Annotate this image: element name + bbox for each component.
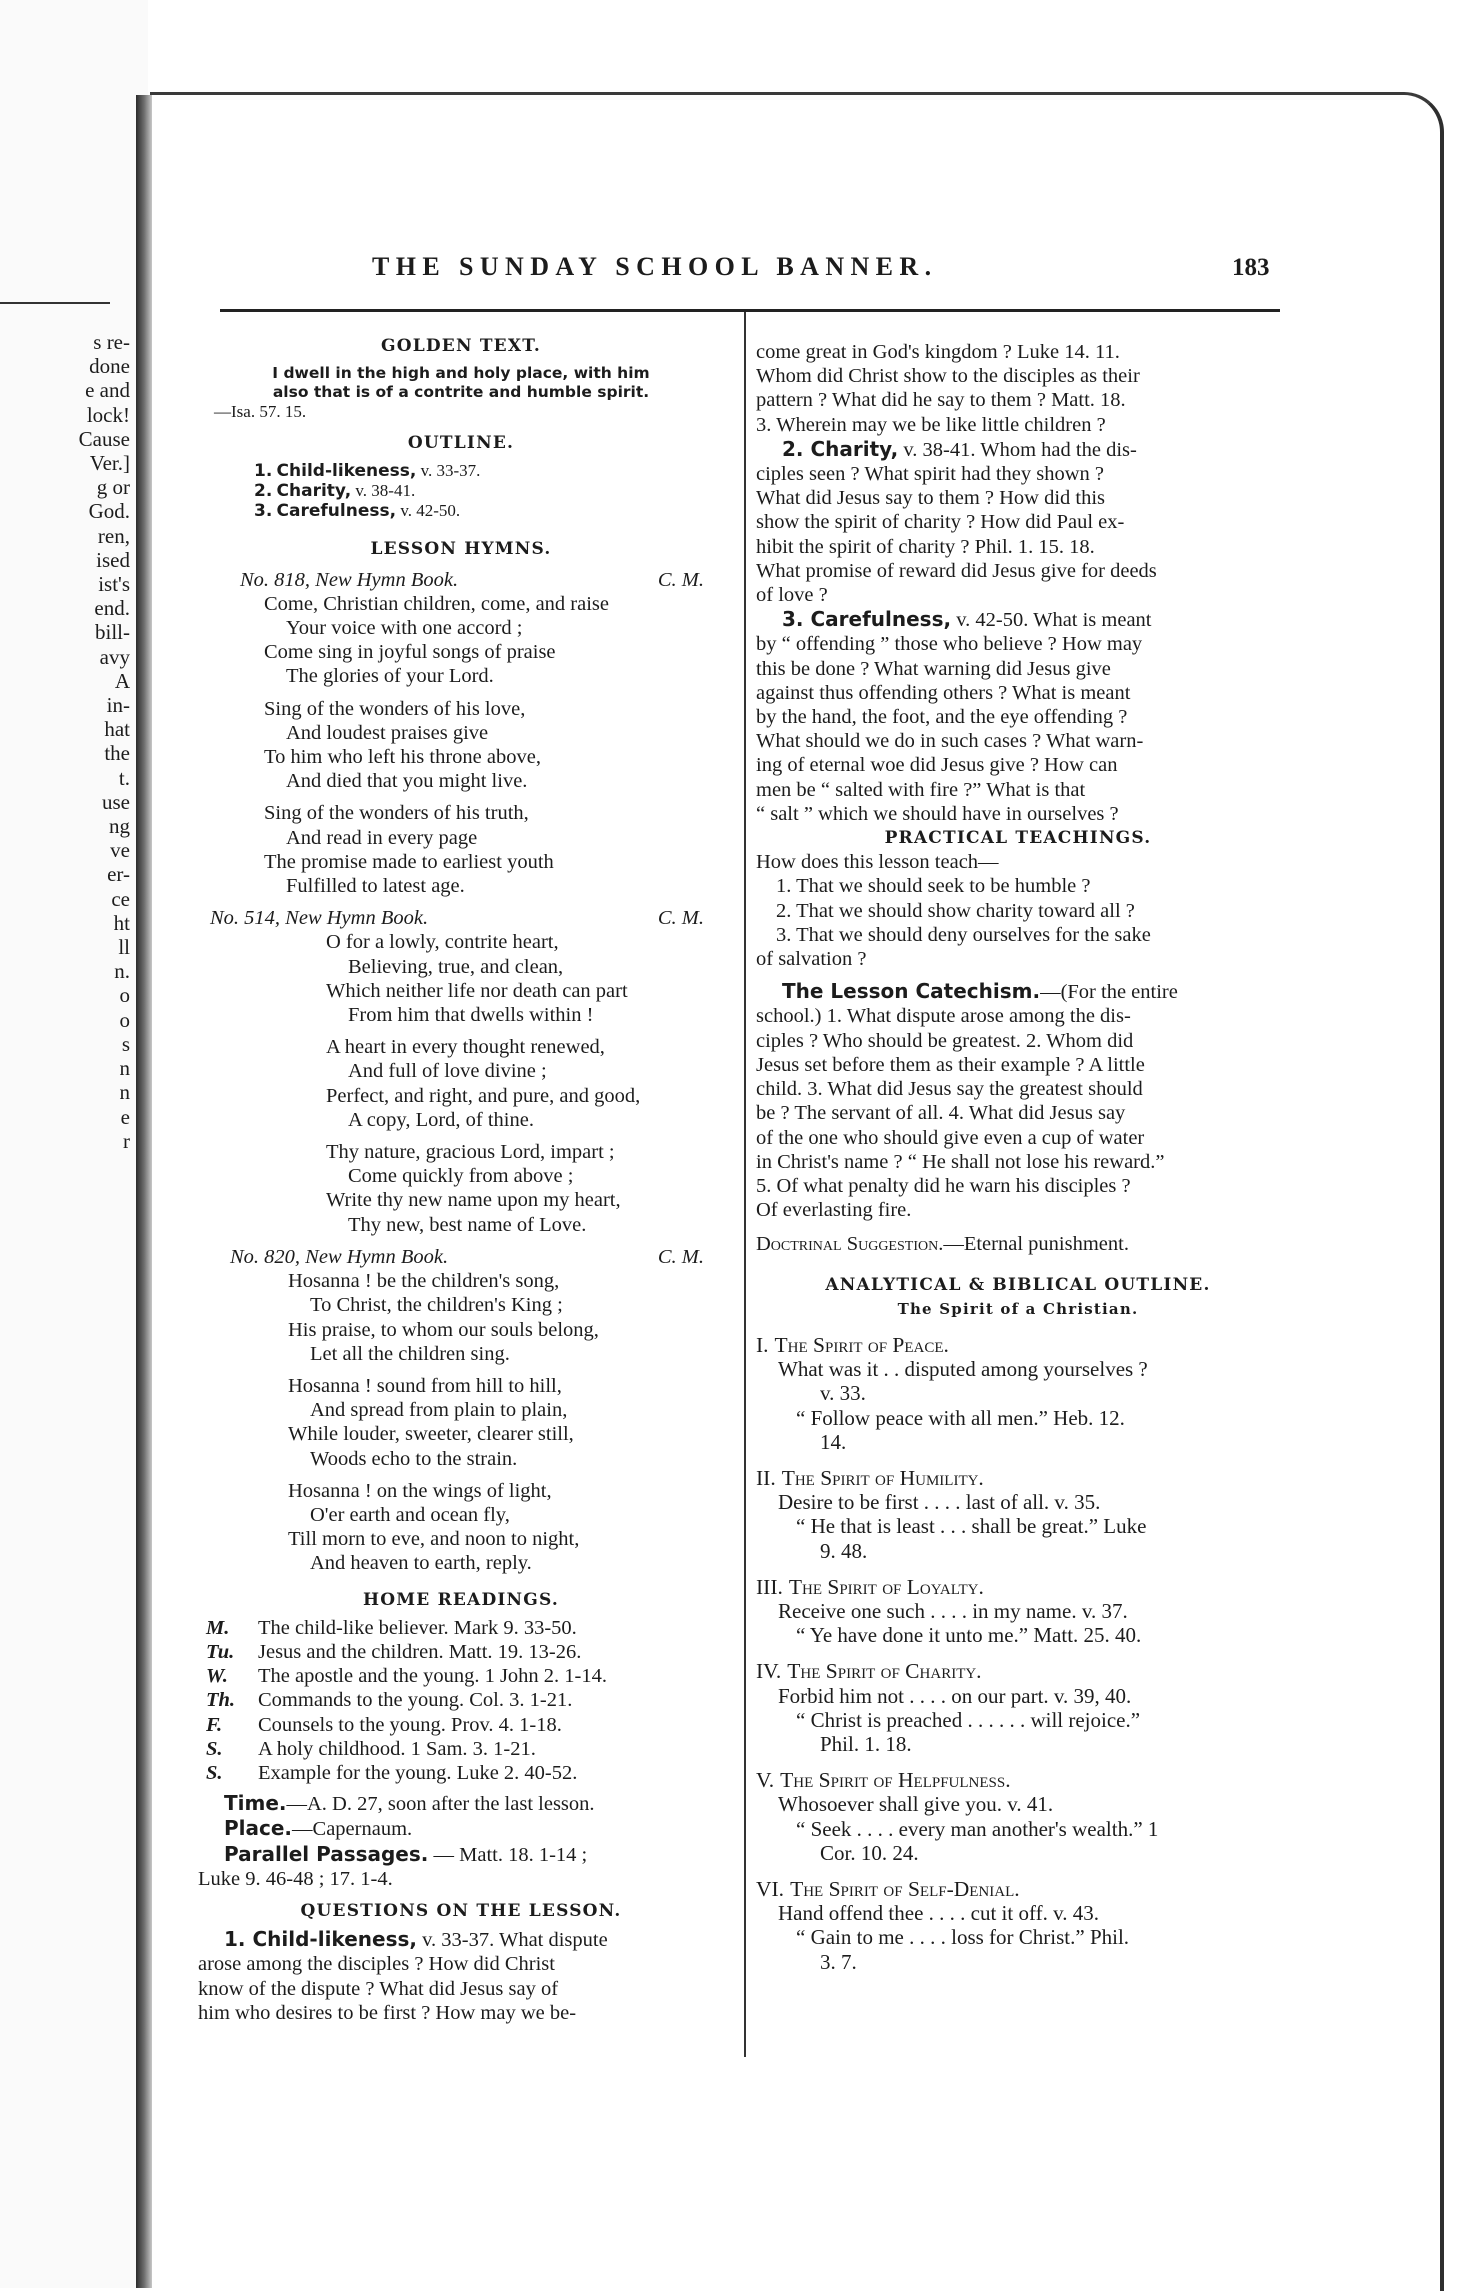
- hymn-line: Come quickly from above ;: [348, 1165, 574, 1188]
- reading-text: Counsels to the young. Prov. 4. 1-18.: [258, 1713, 562, 1736]
- adjacent-page-fragment: ised: [96, 547, 130, 572]
- hymn-line: Fulfilled to latest age.: [286, 875, 465, 898]
- section-line: Receive one such . . . . in my name. v. 37.: [778, 1598, 1128, 1623]
- hymn-list: [198, 568, 724, 1584]
- golden-text-heading: GOLDEN TEXT.: [380, 336, 541, 356]
- section-line: “ Christ is preached . . . . . . will rejoice.”: [796, 1707, 1141, 1732]
- hymn-line: Come sing in joyful songs of praise: [264, 641, 556, 664]
- section-line: Cor. 10. 24.: [820, 1840, 919, 1865]
- hymn-line: While louder, sweeter, clearer still,: [288, 1423, 574, 1446]
- section-line: 3. 7.: [820, 1949, 857, 1974]
- outline-section-title: [756, 1333, 1280, 1357]
- section-title: The Spirit of Peace.: [774, 1332, 949, 1357]
- catechism-line: The Lesson Catechism.—(For the entire: [782, 979, 1178, 1004]
- hymn-line: Thy new, best name of Love.: [348, 1213, 587, 1236]
- hymn-line: To Christ, the children's King ;: [310, 1294, 563, 1317]
- section-line: “ Seek . . . . every man another's wealth.” 1: [796, 1816, 1159, 1841]
- hymn-line: Hosanna ! on the wings of light,: [288, 1479, 552, 1502]
- adjacent-page-fragment: in-: [106, 693, 130, 718]
- practical-item-tail: of salvation ?: [756, 948, 867, 971]
- reading-text: A holy childhood. 1 Sam. 3. 1-21.: [258, 1737, 536, 1760]
- section-gap: [756, 1756, 1280, 1768]
- column-divider: [744, 312, 746, 2057]
- section-line: Phil. 1. 18.: [820, 1731, 912, 1756]
- hymn-line: And spread from plain to plain,: [310, 1399, 568, 1422]
- stanza-gap: [198, 898, 724, 906]
- hymn-number: No. 820, New Hymn Book.: [230, 1245, 449, 1268]
- hymn-line: A copy, Lord, of thine.: [348, 1108, 534, 1131]
- adjacent-page-fragment: o: [119, 983, 130, 1008]
- practical-intro: How does this lesson teach—: [756, 851, 999, 874]
- adjacent-page-fragment: n: [119, 1080, 130, 1105]
- hymn-line: Your voice with one accord ;: [286, 617, 523, 640]
- page-number: 183: [1232, 254, 1270, 281]
- adjacent-page-fragment: bill-: [95, 620, 130, 645]
- reading-day: Th.: [206, 1689, 236, 1712]
- reading-text: The child-like believer. Mark 9. 33-50.: [258, 1616, 577, 1639]
- question-1-line: him who desires to be first ? How may we be-: [198, 2001, 577, 2024]
- practical-item: 3. That we should deny ourselves for the sake: [776, 923, 1151, 946]
- section-title: The Spirit of Helpfulness.: [780, 1768, 1011, 1793]
- question-2-line: show the spirit of charity ? How did Paul ex-: [756, 511, 1125, 534]
- adjacent-page-fragment: ist's: [98, 572, 130, 597]
- hymn-line: The promise made to earliest youth: [264, 850, 554, 873]
- section-line: Whosoever shall give you. v. 41.: [778, 1792, 1054, 1817]
- home-reading-row: [198, 1761, 724, 1785]
- section-title: The Spirit of Loyalty.: [788, 1574, 984, 1599]
- hymn-line: Till morn to eve, and noon to night,: [288, 1528, 580, 1551]
- running-title: THE SUNDAY SCHOOL BANNER.: [372, 252, 938, 281]
- question-3-line: this be done ? What warning did Jesus give: [756, 657, 1111, 680]
- adjacent-page-fragment: r: [123, 1128, 130, 1153]
- hymn-reference: [198, 1245, 724, 1269]
- analytical-outline-sections: [756, 1321, 1280, 1974]
- hymn-line: A heart in every thought renewed,: [326, 1036, 605, 1059]
- hymn-line: Come, Christian children, come, and raise: [264, 592, 609, 615]
- hymn-meter: C. M.: [657, 568, 704, 591]
- left-column: [198, 334, 724, 2025]
- adjacent-page-fragment: e and: [85, 378, 130, 403]
- adjacent-page-fragment: ll: [118, 935, 130, 960]
- stanza-gap: [198, 1366, 724, 1374]
- outline-item: 3. Carefulness, v. 42-50.: [254, 501, 461, 522]
- outline-section-title: [756, 1768, 1280, 1792]
- reading-day: Tu.: [206, 1640, 235, 1663]
- adjacent-page-fragment: ren,: [97, 523, 130, 548]
- section-line: “ He that is least . . . shall be great.” Luke: [796, 1514, 1147, 1539]
- section-number: V.: [756, 1768, 775, 1793]
- adjacent-page-fragment: s re-: [93, 330, 130, 354]
- adjacent-page-fragment: end.: [94, 596, 130, 621]
- hymn-reference: [198, 906, 724, 930]
- stanza-gap: [198, 689, 724, 697]
- section-line: “ Follow peace with all men.” Heb. 12.: [796, 1405, 1125, 1430]
- section-line: Forbid him not . . . . on our part. v. 39, 40.: [778, 1683, 1132, 1708]
- catechism-line: Of everlasting fire.: [756, 1199, 912, 1222]
- section-gap: [756, 1321, 1280, 1333]
- analytical-outline-heading: ANALYTICAL & BIBLICAL OUTLINE.: [825, 1274, 1211, 1295]
- stanza-gap: [198, 1237, 724, 1245]
- reading-text: Commands to the young. Col. 3. 1-21.: [258, 1689, 573, 1712]
- analytical-outline-subheading: The Spirit of a Christian.: [897, 1299, 1139, 1318]
- stanza-gap: [198, 1027, 724, 1035]
- adjacent-page-fragment: e: [120, 1104, 130, 1129]
- adjacent-page-fragment: the: [104, 741, 130, 766]
- reading-day: W.: [206, 1665, 228, 1688]
- question-3-line: by the hand, the foot, and the eye offending ?: [756, 706, 1128, 729]
- adjacent-page-text-fragments: [0, 330, 140, 1153]
- hymn-meter: C. M.: [657, 907, 704, 930]
- question-1-cont-line: come great in God's kingdom ? Luke 14. 11.: [756, 341, 1120, 363]
- catechism-line: school.) 1. What dispute arose among the dis-: [756, 1005, 1131, 1028]
- question-2-line: of love ?: [756, 584, 828, 607]
- question-1-cont-line: Whom did Christ show to the disciples as their: [756, 365, 1140, 388]
- question-1-line: 1. Child-likeness, v. 33-37. What dispute: [224, 1927, 608, 1952]
- hymn-line: And read in every page: [286, 826, 478, 849]
- outline-heading: OUTLINE.: [407, 433, 515, 454]
- hymn-line: And heaven to earth, reply.: [310, 1552, 532, 1575]
- reading-day: F.: [206, 1713, 223, 1736]
- section-line: v. 33.: [820, 1381, 866, 1406]
- hymn-line: Sing of the wonders of his truth,: [264, 802, 529, 825]
- hymn-number: No. 818, New Hymn Book.: [240, 568, 459, 591]
- adjacent-page-fragment: ht: [113, 910, 130, 935]
- section-gap: [756, 1454, 1280, 1466]
- section-number: III.: [756, 1574, 783, 1599]
- question-1-line: arose among the disciples ? How did Christ: [198, 1953, 555, 1976]
- golden-text-line: also that is of a contrite and humble spirit.: [272, 383, 650, 402]
- questions-heading: QUESTIONS ON THE LESSON.: [300, 1900, 622, 1921]
- hymn-line: And loudest praises give: [286, 721, 489, 744]
- hymn-line: Perfect, and right, and pure, and good,: [326, 1084, 641, 1107]
- golden-text-reference: —Isa. 57. 15.: [214, 402, 307, 422]
- home-reading-row: [198, 1640, 724, 1664]
- adjacent-page-fragment: ce: [111, 886, 130, 911]
- question-3-line: against thus offending others ? What is meant: [756, 681, 1131, 704]
- doctrinal-suggestion: Doctrinal Suggestion.—Eternal punishment.: [756, 1233, 1129, 1256]
- hymn-reference: [198, 568, 724, 592]
- hymn-line: Hosanna ! sound from hill to hill,: [288, 1374, 562, 1397]
- section-line: “ Ye have done it unto me.” Matt. 25. 40.: [796, 1623, 1142, 1648]
- hymn-line: Hosanna ! be the children's song,: [288, 1270, 560, 1293]
- outline-section-title: [756, 1575, 1280, 1599]
- right-column: [756, 340, 1280, 1974]
- adjacent-page-fragment: use: [102, 789, 130, 814]
- practical-item: 1. That we should seek to be humble ?: [776, 875, 1091, 898]
- outline-item: 1. Child-likeness, v. 33-37.: [254, 461, 481, 482]
- adjacent-page-fragment: n: [119, 1056, 130, 1081]
- adjacent-page-fragment: n.: [114, 959, 130, 984]
- question-3-line: What should we do in such cases ? What warn-: [756, 730, 1144, 753]
- adjacent-page-fragment: er-: [107, 862, 130, 887]
- section-line: 9. 48.: [820, 1538, 868, 1563]
- home-reading-row: [198, 1737, 724, 1761]
- outline-section-title: [756, 1466, 1280, 1490]
- section-title: The Spirit of Humility.: [781, 1465, 984, 1490]
- section-number: IV.: [756, 1659, 782, 1684]
- question-3-line: ing of eternal woe did Jesus give ? How can: [756, 754, 1118, 777]
- hymn-line: Sing of the wonders of his love,: [264, 697, 526, 720]
- catechism-line: in Christ's name ? “ He shall not lose his reward.”: [756, 1150, 1165, 1173]
- section-line: “ Gain to me . . . . loss for Christ.” Phil.: [796, 1925, 1130, 1950]
- hymn-number: No. 514, New Hymn Book.: [210, 907, 429, 930]
- catechism-line: of the one who should give even a cup of water: [756, 1126, 1145, 1149]
- parallel-passages-line: Parallel Passages. — Matt. 18. 1-14 ;: [224, 1841, 588, 1866]
- adjacent-page-fragment: hat: [104, 717, 130, 742]
- adjacent-page-fragment: done: [89, 354, 130, 379]
- home-reading-row: [198, 1616, 724, 1640]
- hymn-line: Let all the children sing.: [310, 1342, 510, 1365]
- question-2-line: 2. Charity, v. 38-41. Whom had the dis-: [782, 436, 1137, 461]
- question-3-line: men be “ salted with fire ?” What is that: [756, 778, 1086, 801]
- stanza-gap: [198, 793, 724, 801]
- adjacent-page-fragment: o: [119, 1007, 130, 1032]
- adjacent-page-fragment: God.: [88, 499, 130, 524]
- adjacent-page-fragment: Cause: [78, 426, 130, 451]
- lesson-hymns-heading: LESSON HYMNS.: [370, 539, 552, 560]
- reading-text: Example for the young. Luke 2. 40-52.: [258, 1761, 578, 1784]
- catechism-line: 5. Of what penalty did he warn his disciples ?: [756, 1174, 1131, 1197]
- hymn-meter: C. M.: [657, 1245, 704, 1268]
- time-line: Time.—A. D. 27, soon after the last lesson.: [224, 1791, 595, 1816]
- adjacent-page-fragment: ve: [110, 838, 130, 863]
- parallel-passages-cont: Luke 9. 46-48 ; 17. 1-4.: [198, 1867, 393, 1890]
- adjacent-page-rule: [0, 302, 110, 304]
- adjacent-page-fragment: A: [114, 668, 130, 693]
- reading-text: Jesus and the children. Matt. 19. 13-26.: [258, 1640, 582, 1663]
- question-3-line: “ salt ” which we should have in ourselves ?: [756, 802, 1119, 825]
- hymn-line: And full of love divine ;: [348, 1060, 547, 1083]
- hymn-line: And died that you might live.: [286, 770, 528, 793]
- catechism-line: Jesus set before them as their example ? A little: [756, 1053, 1145, 1076]
- catechism-line: child. 3. What did Jesus say the greatest should: [756, 1078, 1143, 1101]
- reading-day: S.: [206, 1761, 223, 1784]
- section-line: Desire to be first . . . . last of all. v. 35.: [778, 1490, 1101, 1515]
- adjacent-page-fragment: lock!: [86, 402, 130, 427]
- reading-day: S.: [206, 1737, 223, 1760]
- adjacent-page-fragment: Ver.]: [89, 451, 130, 476]
- home-readings-list: [198, 1616, 724, 1785]
- adjacent-page-fragment: s: [121, 1031, 130, 1056]
- section-line: Hand offend thee . . . . cut it off. v. 43.: [778, 1901, 1099, 1926]
- section-gap: [756, 1865, 1280, 1877]
- home-reading-row: [198, 1688, 724, 1712]
- hymn-line: To him who left his throne above,: [264, 746, 541, 769]
- section-number: I.: [756, 1332, 769, 1357]
- adjacent-page-fragment: avy: [99, 644, 130, 669]
- section-line: What was it . . disputed among yourselves ?: [778, 1357, 1148, 1382]
- hymn-line: Woods echo to the strain.: [310, 1447, 518, 1470]
- question-3-line: by “ offending ” those who believe ? How may: [756, 633, 1143, 656]
- question-2-line: What promise of reward did Jesus give for deeds: [756, 559, 1157, 582]
- adjacent-page-fragment: g or: [96, 475, 130, 500]
- section-gap: [756, 1647, 1280, 1659]
- hymn-line: His praise, to whom our souls belong,: [288, 1318, 599, 1341]
- home-readings-heading: HOME READINGS.: [363, 1589, 559, 1610]
- question-2-line: hibit the spirit of charity ? Phil. 1. 15. 18.: [756, 535, 1095, 558]
- place-line: Place.—Capernaum.: [224, 1816, 413, 1841]
- question-1-cont-line: 3. Wherein may we be like little children ?: [756, 413, 1106, 436]
- hymn-line: Which neither life nor death can part: [326, 979, 628, 1002]
- hymn-line: From him that dwells within !: [348, 1004, 594, 1027]
- hymn-line: Thy nature, gracious Lord, impart ;: [326, 1141, 615, 1164]
- section-title: The Spirit of Self-Denial.: [790, 1876, 1020, 1901]
- catechism-line: ciples ? Who should be greatest. 2. Whom did: [756, 1029, 1134, 1052]
- home-reading-row: [198, 1664, 724, 1688]
- section-number: II.: [756, 1465, 776, 1490]
- stanza-gap: [198, 1471, 724, 1479]
- hymn-line: Write thy new name upon my heart,: [326, 1189, 621, 1212]
- question-2-line: What did Jesus say to them ? How did this: [756, 487, 1106, 510]
- outline-section-title: [756, 1877, 1280, 1901]
- reading-day: M.: [206, 1616, 230, 1639]
- golden-text-line: I dwell in the high and holy place, with him: [272, 364, 650, 383]
- outline-section-title: [756, 1659, 1280, 1683]
- catechism-line: be ? The servant of all. 4. What did Jesus say: [756, 1102, 1126, 1125]
- reading-text: The apostle and the young. 1 John 2. 1-14.: [258, 1665, 608, 1688]
- section-number: VI.: [756, 1876, 785, 1901]
- adjacent-page-fragment: ng: [109, 814, 130, 839]
- question-1-cont-line: pattern ? What did he say to them ? Matt. 18.: [756, 389, 1126, 412]
- outline-item: 2. Charity, v. 38-41.: [254, 481, 416, 502]
- hymn-line: Believing, true, and clean,: [348, 955, 564, 978]
- section-gap: [756, 1563, 1280, 1575]
- practical-teachings-heading: PRACTICAL TEACHINGS.: [884, 828, 1152, 849]
- hymn-line: O for a lowly, contrite heart,: [326, 931, 559, 954]
- hymn-line: O'er earth and ocean fly,: [310, 1503, 510, 1526]
- question-3-line: 3. Carefulness, v. 42-50. What is meant: [782, 607, 1152, 632]
- question-1-line: know of the dispute ? What did Jesus say of: [198, 1977, 559, 2000]
- stanza-gap: [198, 1132, 724, 1140]
- header-rule: [220, 309, 1280, 312]
- section-title: The Spirit of Charity.: [787, 1659, 982, 1684]
- hymn-line: The glories of your Lord.: [286, 665, 494, 688]
- home-reading-row: [198, 1713, 724, 1737]
- adjacent-page-fragment: t.: [118, 765, 130, 790]
- question-2-line: ciples seen ? What spirit had they shown ?: [756, 463, 1105, 486]
- stanza-gap: [198, 1576, 724, 1584]
- section-line: 14.: [820, 1429, 847, 1454]
- practical-item: 2. That we should show charity toward all ?: [776, 899, 1135, 922]
